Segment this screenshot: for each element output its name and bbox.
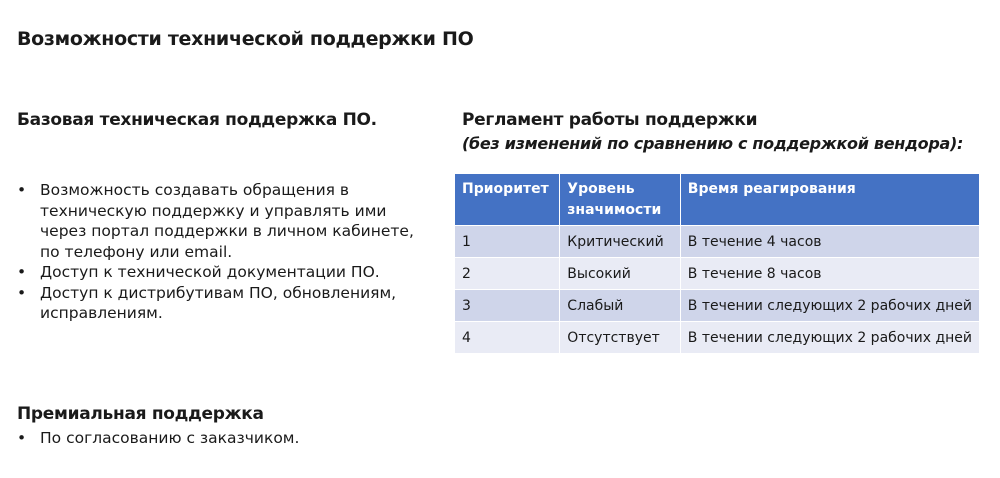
table-cell: В течении следующих 2 рабочих дней: [680, 290, 979, 322]
bullet-icon: •: [17, 283, 27, 302]
column-header-priority: Приоритет: [455, 174, 560, 226]
page-title: Возможности технической поддержки ПО: [17, 28, 474, 50]
column-header-significance: Уровень значимости: [560, 174, 680, 226]
table-cell: Критический: [560, 226, 680, 258]
list-item-text: Доступ к дистрибутивам ПО, обновлениям, исправлениям.: [40, 283, 397, 322]
basic-support-heading: Базовая техническая поддержка ПО.: [17, 110, 377, 130]
table-row: [455, 258, 979, 290]
table-cell: В течении следующих 2 рабочих дней: [680, 322, 979, 354]
list-item: [17, 428, 437, 449]
table-cell: В течение 4 часов: [680, 226, 979, 258]
list-item: [17, 180, 437, 262]
bullet-icon: •: [17, 429, 27, 447]
table-cell: 3: [455, 290, 560, 322]
bullet-icon: •: [17, 263, 27, 281]
table-cell: Высокий: [560, 258, 680, 290]
table-cell: Отсутствует: [560, 322, 680, 354]
regulation-heading: Регламент работы поддержки: [462, 110, 758, 130]
table-cell: 1: [455, 226, 560, 258]
table-row: [455, 290, 979, 322]
list-item: [17, 283, 437, 324]
table-row: [455, 322, 979, 354]
list-item-text: По согласованию с заказчиком.: [40, 429, 300, 447]
basic-support-list: [17, 180, 437, 324]
table-cell: 2: [455, 258, 560, 290]
column-header-response-time: Время реагирования: [680, 174, 979, 226]
table-cell: В течение 8 часов: [680, 258, 979, 290]
list-item-text: Возможность создавать обращения в техническую поддержку и управлять ими через портал поддержки в личном кабинете, по телефону или email.: [40, 181, 414, 261]
bullet-icon: •: [17, 181, 27, 199]
table-cell: Слабый: [560, 290, 680, 322]
list-item-text: Доступ к технической документации ПО.: [40, 263, 380, 281]
priority-table: [455, 174, 979, 353]
premium-support-heading: Премиальная поддержка: [17, 404, 264, 424]
list-item: [17, 262, 437, 283]
regulation-subheading: (без изменений по сравнению с поддержкой вендора):: [462, 134, 964, 153]
premium-support-list: [17, 428, 437, 449]
table-row: [455, 226, 979, 258]
table-header-row: [455, 174, 979, 226]
table-cell: 4: [455, 322, 560, 354]
